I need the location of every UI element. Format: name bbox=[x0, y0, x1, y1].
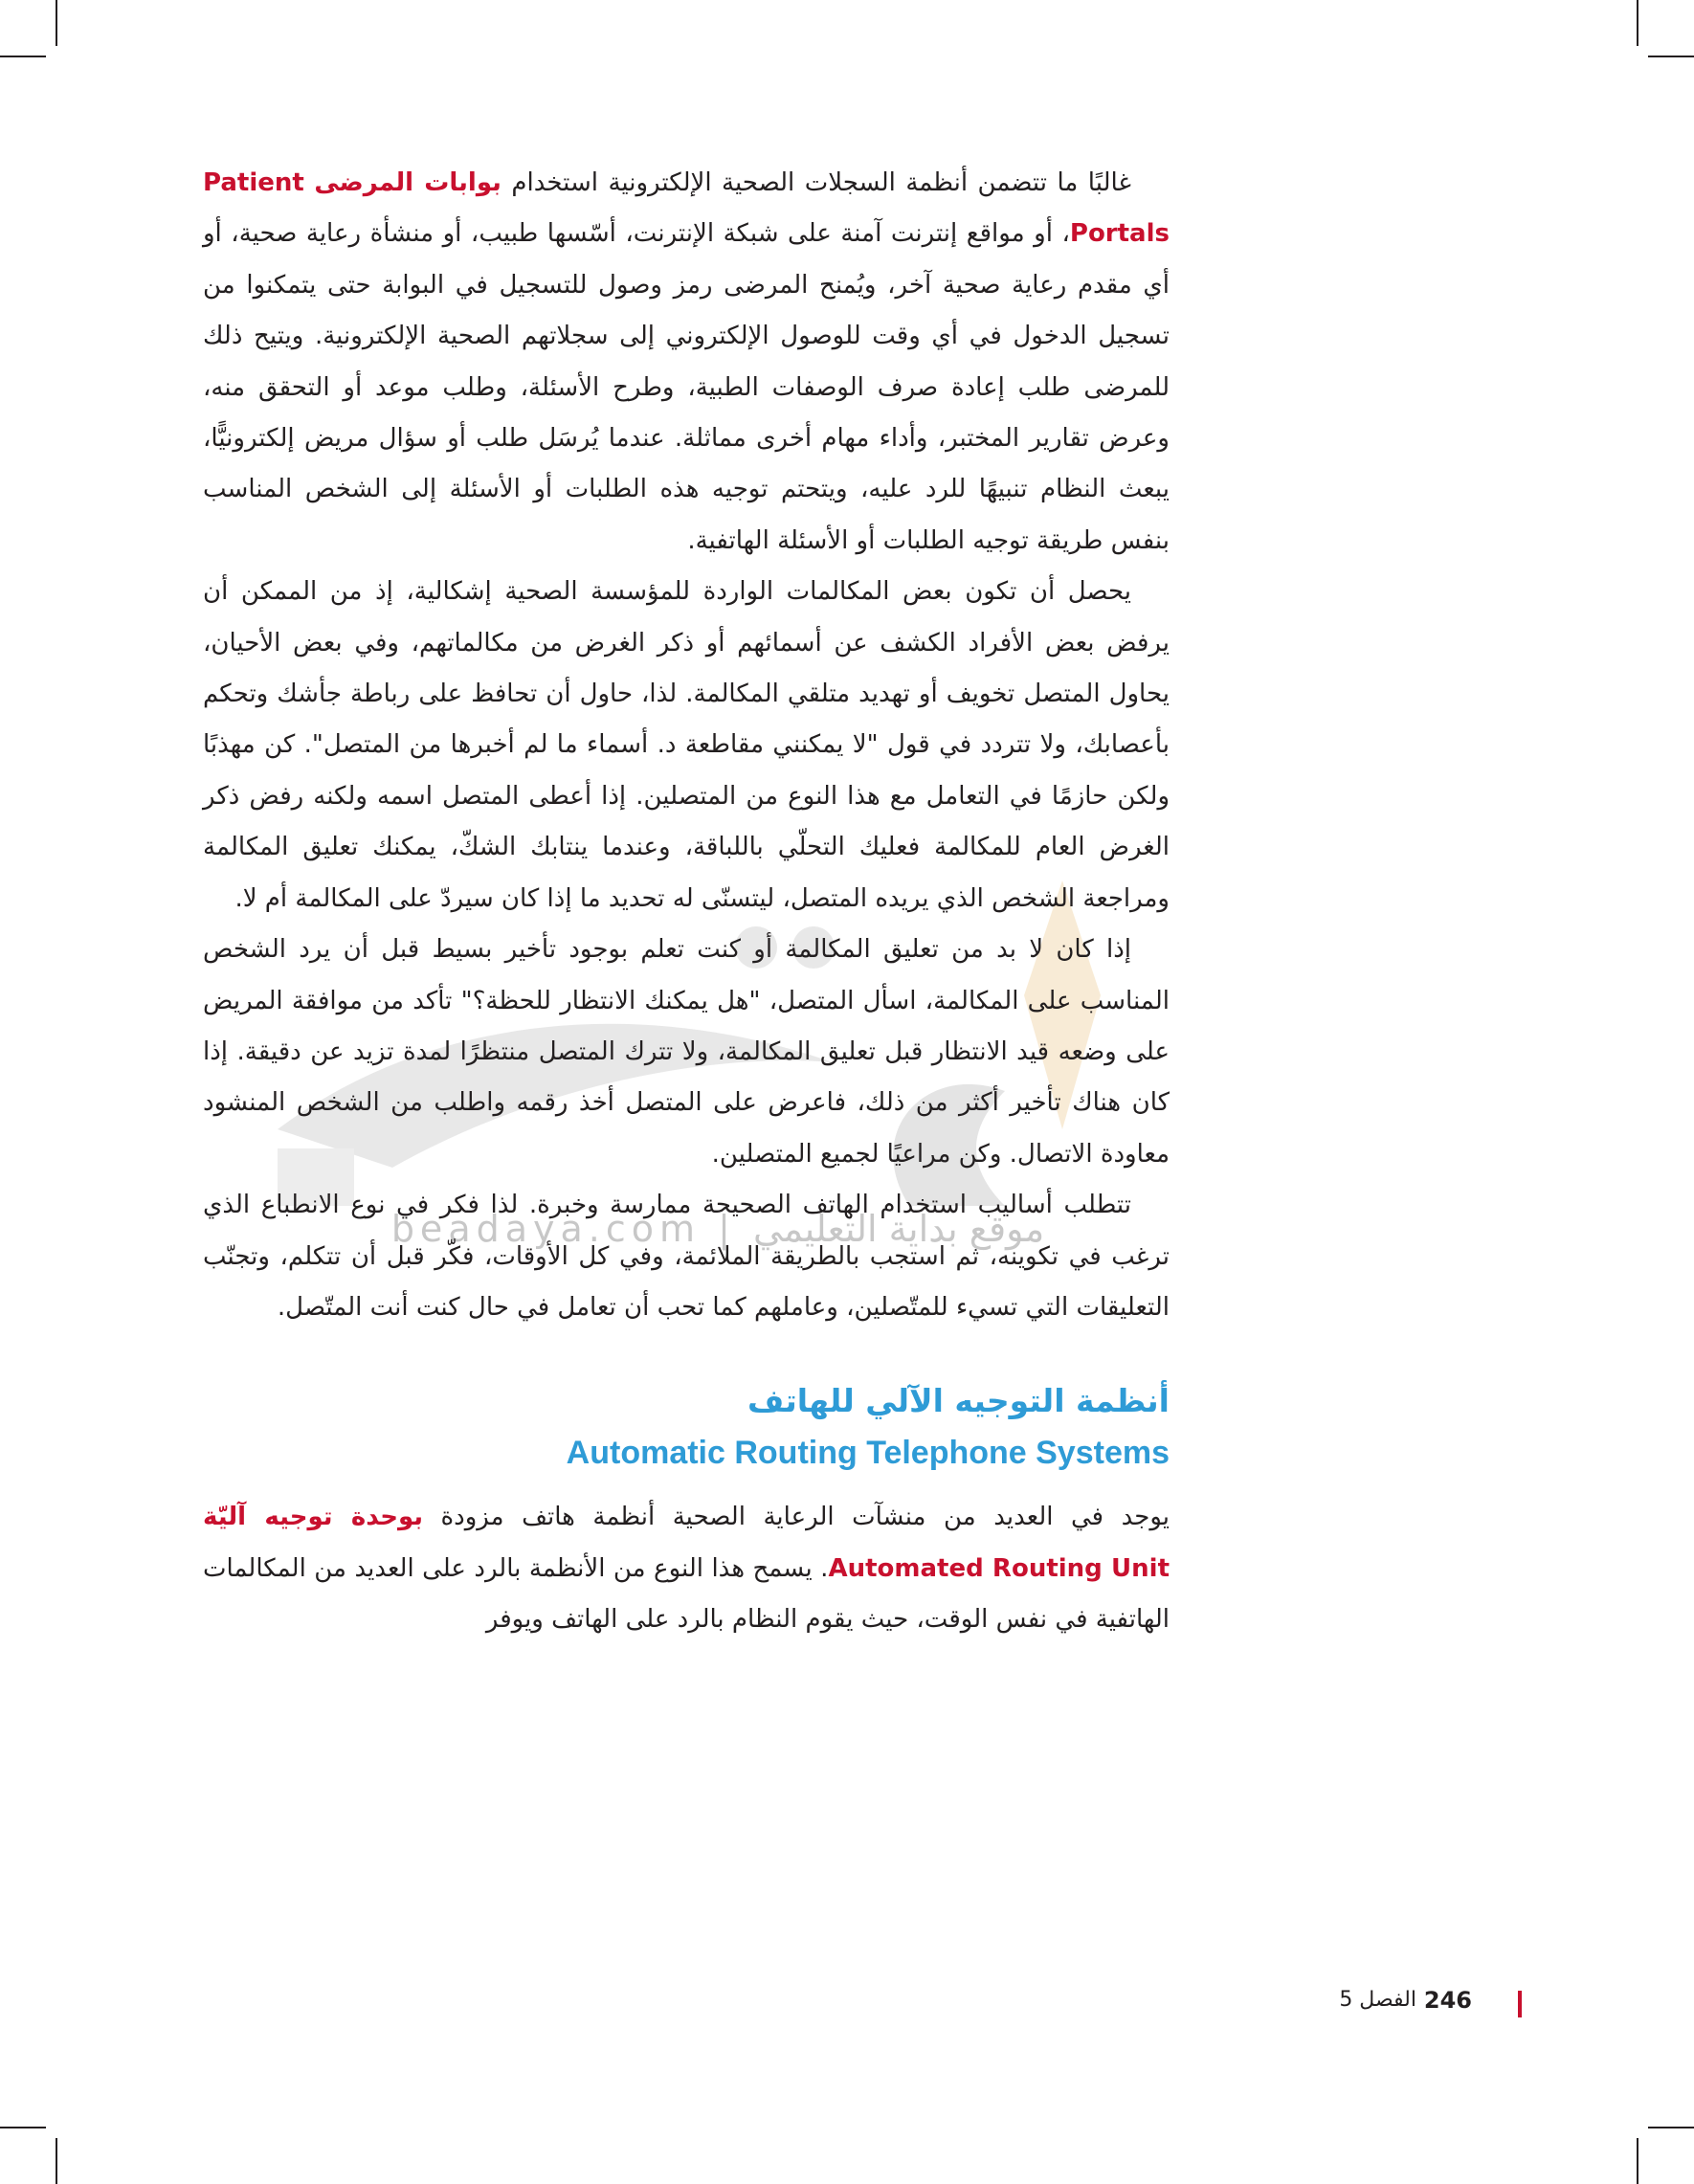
paragraph-difficult-calls: يحصل أن تكون بعض المكالمات الواردة للمؤسسة الصحية إشكالية، إذ من الممكن أن يرفض بعض الأفراد الكشف عن أسمائهم أو ذكر الغرض من مكالماتهم، وفي بعض الأحيان، يحاول المتصل تخويف أو تهديد متلقي المكالمة. لذا، حاول أن تحافظ على رباطة جأشك وتحكم بأعصابك، ولا تتردد في قول "لا يمكنني مقاطعة د. أسماء ما لم أخبرها من المتصل". كن مهذبًا ولكن حازمًا في التعامل مع هذا النوع من المتصلين. إذا أعطى المتصل اسمه ولكنه رفض ذكر الغرض العام للمكالمة فعليك التحلّي باللباقة، وعندما ينتابك الشكّ، يمكنك تعليق المكالمة ومراجعة الشخص الذي يريده المتصل، ليتسنّى له تحديد ما إذا كان سيردّ على المكالمة أم لا. bbox=[203, 577, 1170, 913]
paragraph-automated-routing bbox=[203, 1492, 1170, 1645]
paragraph-text: . يسمح هذا النوع من الأنظمة بالرد على العديد من المكالمات الهاتفية في نفس الوقت، حيث يقوم النظام بالرد على الهاتف ويوفر bbox=[203, 1553, 1170, 1635]
chapter-label: الفصل 5 bbox=[1339, 1988, 1416, 2012]
section-heading-english bbox=[203, 1427, 1170, 1479]
crop-mark-bottom-left-horizontal bbox=[0, 2127, 46, 2128]
section-heading-english-text: Automatic Routing Telephone Systems bbox=[566, 1435, 1170, 1472]
paragraph-patient-portals bbox=[203, 158, 1170, 567]
term-automated-routing-ar: بوحدة توجيه آليّة bbox=[203, 1503, 424, 1532]
paragraph-text: ، أو مواقع إنترنت آمنة على شبكة الإنترنت، أسّسها طبيب، أو منشأة رعاية صحية، أو أي مقدم رعاية صحية آخر، ويُمنح المرضى رمز وصول للتسجيل في البوابة حتى يتمكنوا من تسجيل الدخول في أي وقت للوصول الإلكتروني إلى سجلاتهم الصحية الإلكترونية. ويتيح ذلك للمرضى طلب إعادة صرف الوصفات الطبية، وطرح الأسئلة، وطلب موعد أو التحقق منه، وعرض تقارير المختبر، وأداء مهام أخرى مماثلة. عندما يُرسَل طلب أو سؤال مريض إلكترونيًّا، يبعث النظام تنبيهًا للرد عليه، ويتحتم توجيه هذه الطلبات أو الأسئلة إلى الشخص المناسب بنفس طريقة توجيه الطلبات أو الأسئلة الهاتفية. bbox=[203, 219, 1170, 555]
paragraph-text: يوجد في العديد من منشآت الرعاية الصحية أنظمة هاتف مزودة bbox=[423, 1503, 1170, 1532]
paragraph-hold-calls: إذا كان لا بد من تعليق المكالمة أو كنت تعلم بوجود تأخير بسيط قبل أن يرد الشخص المناسب على المكالمة، اسأل المتصل، "هل يمكنك الانتظار للحظة؟" تأكد من موافقة المريض على وضعه قيد الانتظار قبل تعليق المكالمة، ولا تترك المتصل منتظرًا لمدة تزيد عن دقيقة. إذا كان هناك تأخير أكثر من ذلك، فاعرض على المتصل أخذ رقمه واطلب من الشخص المنشود معاودة الاتصال. وكن مراعيًا لجميع المتصلين. bbox=[203, 935, 1170, 1169]
page-number: 246 bbox=[1423, 1987, 1472, 2014]
crop-mark-bottom-right-vertical bbox=[1637, 2138, 1638, 2184]
paragraph-text: غالبًا ما تتضمن أنظمة السجلات الصحية الإلكترونية استخدام bbox=[501, 168, 1132, 197]
crop-mark-top-left-horizontal bbox=[0, 56, 46, 57]
paragraph-phone-technique: تتطلب أساليب استخدام الهاتف الصحيحة ممارسة وخبرة. لذا فكر في نوع الانطباع الذي ترغب في تكوينه، ثم استجب بالطريقة الملائمة، وفي كل الأوقات، فكّر قبل أن تتكلم، وتجنّب التعليقات التي تسيء للمتّصلين، وعاملهم كما تحب أن تعامل في حال كنت أنت المتّصل. bbox=[203, 1191, 1170, 1322]
watermark-url: beadaya.com | موقع بداية التعليمي bbox=[390, 1208, 1045, 1250]
term-patient-portals-ar: بوابات المرضى bbox=[314, 168, 502, 197]
term-patient-portals-en: Patient Portals bbox=[203, 168, 1170, 249]
crop-mark-top-right-horizontal bbox=[1648, 56, 1694, 57]
text-column bbox=[203, 158, 1170, 1646]
page-footer bbox=[1244, 1987, 1531, 2025]
crop-mark-bottom-right-horizontal bbox=[1648, 2127, 1694, 2128]
section-heading-arabic: أنظمة التوجيه الآلي للهاتف bbox=[747, 1382, 1170, 1420]
crop-mark-top-right-vertical bbox=[1637, 0, 1638, 46]
term-automated-routing-en: Automated Routing Unit bbox=[828, 1553, 1170, 1583]
crop-mark-bottom-left-vertical bbox=[56, 2138, 57, 2184]
footer-divider bbox=[1518, 1991, 1522, 2017]
crop-mark-top-left-vertical bbox=[56, 0, 57, 46]
